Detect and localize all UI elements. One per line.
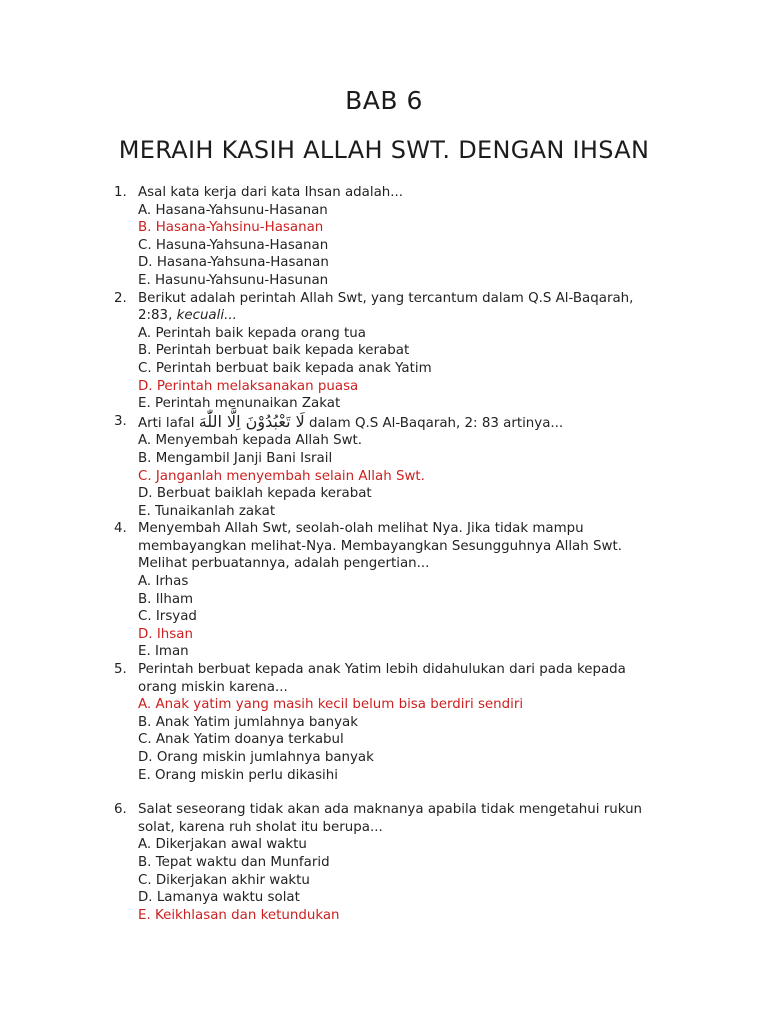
option-d-answer: D. Ihsan — [138, 626, 193, 642]
option-d: D. Orang miskin jumlahnya banyak — [138, 750, 374, 765]
question-text-prefix: 2:83, — [138, 308, 177, 324]
question-5 — [114, 661, 764, 784]
question-text-continued: orang miskin karena... — [138, 679, 288, 695]
option-e: E. Iman — [138, 644, 189, 660]
option-c: C. Dikerjakan akhir waktu — [138, 872, 310, 888]
option-b-answer: B. Hasana-Yahsinu-Hasanan — [138, 220, 324, 236]
option-e: E. Hasunu-Yahsunu-Hasunan — [138, 272, 329, 288]
question-text-after: dalam Q.S Al-Baqarah, 2: 83 artinya... — [304, 415, 564, 431]
option-d: D. Berbuat baiklah kepada kerabat — [138, 486, 372, 502]
question-text-continued: membayangkan melihat-Nya. Membayangkan Sesungguhnya Allah Swt. — [138, 538, 622, 554]
option-b: B. Anak Yatim jumlahnya banyak — [138, 714, 358, 730]
question-number: 2. — [114, 290, 127, 306]
option-b: B. Perintah berbuat baik kepada kerabat — [138, 343, 410, 359]
question-text-italic: kecuali... — [176, 308, 237, 324]
question-1 — [114, 184, 764, 290]
question-2 — [114, 290, 764, 413]
option-b: B. Mengambil Janji Bani Israil — [138, 450, 333, 466]
question-number: 5. — [114, 662, 127, 678]
question-text-continued — [138, 307, 764, 325]
question-number: 3. — [114, 413, 127, 429]
question-number: 1. — [114, 185, 127, 200]
option-c: C. Hasuna-Yahsuna-Hasanan — [138, 237, 329, 253]
option-a: A. Perintah baik kepada orang tua — [138, 325, 366, 341]
option-e-answer: E. Keikhlasan dan ketundukan — [138, 907, 340, 923]
question-number: 4. — [114, 521, 127, 537]
option-a: A. Dikerjakan awal waktu — [138, 837, 307, 853]
question-list — [114, 184, 764, 924]
question-text: Menyembah Allah Swt, seolah-olah melihat Nya. Jika tidak mampu — [138, 521, 584, 537]
option-a: A. Menyembah kepada Allah Swt. — [138, 433, 363, 449]
option-d-answer: D. Perintah melaksanakan puasa — [138, 378, 359, 394]
question-6 — [114, 801, 764, 924]
page-title: MERAIH KASIH ALLAH SWT. DENGAN IHSAN — [118, 136, 650, 164]
question-text: Asal kata kerja dari kata Ihsan adalah... — [138, 185, 404, 200]
question-text: Perintah berbuat kepada anak Yatim lebih didahulukan dari pada kepada — [138, 662, 626, 678]
option-d: D. Hasana-Yahsuna-Hasanan — [138, 255, 329, 271]
option-c: C. Irsyad — [138, 609, 197, 625]
question-3 — [114, 413, 764, 521]
option-e: E. Tunaikanlah zakat — [138, 503, 276, 519]
question-number: 6. — [114, 802, 127, 818]
option-e: E. Orang miskin perlu dikasihi — [138, 767, 338, 783]
question-4 — [114, 520, 764, 661]
option-b: B. Ilham — [138, 591, 194, 607]
question-text: Berikut adalah perintah Allah Swt, yang tercantum dalam Q.S Al-Baqarah, — [138, 290, 634, 306]
option-c-answer: C. Janganlah menyembah selain Allah Swt. — [138, 468, 425, 484]
option-a-answer: A. Anak yatim yang masih kecil belum bisa berdiri sendiri — [138, 697, 524, 713]
question-text-continued: solat, karena ruh sholat itu berupa... — [138, 819, 383, 835]
option-a: A. Irhas — [138, 574, 189, 590]
option-c: C. Perintah berbuat baik kepada anak Yatim — [138, 360, 432, 376]
chapter-heading: BAB 6 — [345, 86, 423, 115]
option-a: A. Hasana-Yahsunu-Hasanan — [138, 202, 328, 218]
arabic-phrase: لَا تَعْبُدُوْنَ اِلَّا اللّٰهَ — [198, 411, 305, 431]
option-d: D. Lamanya waktu solat — [138, 890, 300, 906]
question-text — [138, 413, 764, 433]
option-c: C. Anak Yatim doanya terkabul — [138, 732, 344, 748]
question-text-continued: Melihat perbuatannya, adalah pengertian... — [138, 556, 430, 572]
option-b: B. Tepat waktu dan Munfarid — [138, 854, 330, 870]
question-text-before: Arti lafal — [138, 415, 199, 431]
question-text: Salat seseorang tidak akan ada maknanya apabila tidak mengetahui rukun — [138, 802, 643, 818]
option-e: E. Perintah menunaikan Zakat — [138, 396, 341, 412]
